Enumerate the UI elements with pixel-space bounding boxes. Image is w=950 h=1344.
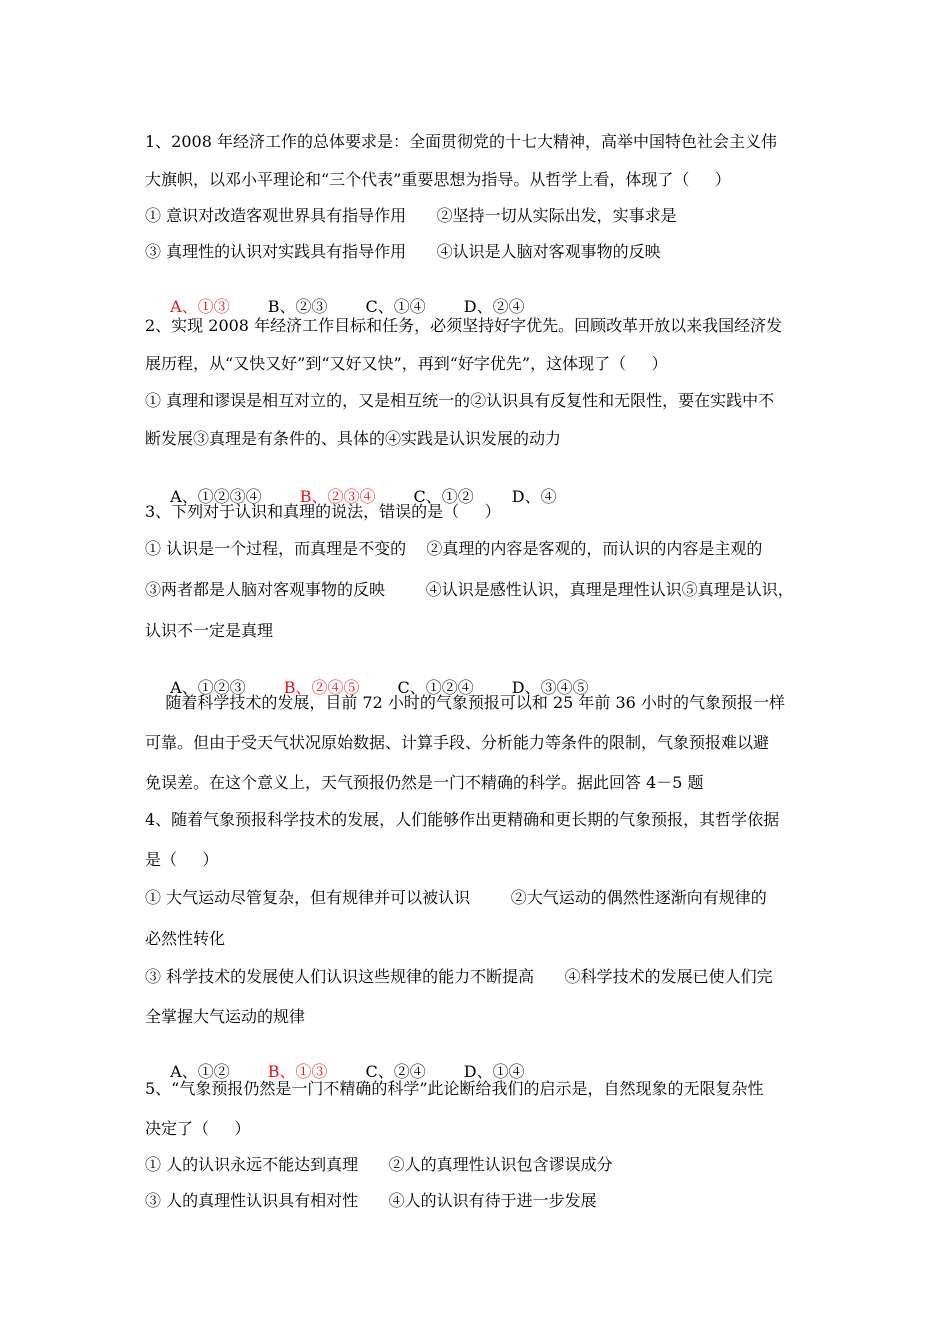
q5-statement-line-1: ① 人的认识永远不能达到真理 ②人的真理性认识包含谬误成分 bbox=[145, 1155, 613, 1174]
q4-statement-line-4: 全掌握大气运动的规律 bbox=[145, 1007, 306, 1026]
q2-choices bbox=[160, 467, 557, 507]
q4-statement-line-1: ① 大气运动尽管复杂，但有规律并可以被认识 ②大气运动的偶然性逐渐向有规律的 bbox=[145, 888, 767, 907]
q2-statement-line-2: 断发展③真理是有条件的、具体的④实践是认识发展的动力 bbox=[145, 429, 562, 448]
q3-statement-line-1: ① 认识是一个过程，而真理是不变的 ②真理的内容是客观的，而认识的内容是主观的 bbox=[145, 539, 763, 558]
q3-choices bbox=[160, 658, 589, 698]
passage-line-2: 可靠。但由于受天气状况原始数据、计算手段、分析能力等条件的限制，气象预报难以避 bbox=[145, 733, 770, 752]
q4-choice-c: C、②④ bbox=[365, 1062, 426, 1081]
q5-stem-line-1: 5、“气象预报仍然是一门不精确的科学”此论断给我们的启示是，自然现象的无限复杂性 bbox=[145, 1079, 764, 1098]
q1-statement-line-2: ③ 真理性的认识对实践具有指导作用 ④认识是人脑对客观事物的反映 bbox=[145, 242, 661, 261]
q4-stem-line-1: 4、随着气象预报科学技术的发展，人们能够作出更精确和更长期的气象预报，其哲学依据 bbox=[145, 810, 780, 829]
q2-choice-b: B、②③④ bbox=[299, 487, 376, 506]
q4-choice-a: A、①② bbox=[170, 1062, 230, 1081]
q4-choices bbox=[160, 1042, 525, 1082]
q4-statement-line-2: 必然性转化 bbox=[145, 929, 226, 948]
q1-choice-d: D、②④ bbox=[463, 297, 525, 316]
q4-stem-line-2: 是（ ） bbox=[145, 850, 219, 869]
q1-stem-line-1: 1、2008 年经济工作的总体要求是：全面贯彻党的十七大精神，高举中国特色社会主义伟 bbox=[145, 132, 777, 151]
q2-choice-c: C、①② bbox=[413, 487, 474, 506]
q4-statement-line-3: ③ 科学技术的发展使人们认识这些规律的能力不断提高 ④科学技术的发展已使人们完 bbox=[145, 967, 773, 986]
q1-choice-c: C、①④ bbox=[365, 297, 426, 316]
q1-stem-line-2: 大旗帜，以邓小平理论和“三个代表”重要思想为指导。从哲学上看，体现了（ ） bbox=[145, 170, 731, 189]
q4-choice-d: D、①④ bbox=[463, 1062, 525, 1081]
q2-stem-line-1: 2、实现 2008 年经济工作目标和任务，必须坚持好字优先。回顾改革开放以来我国经济发 bbox=[145, 316, 783, 335]
passage-line-3: 免误差。在这个意义上，天气预报仍然是一门不精确的科学。据此回答 4－5 题 bbox=[145, 773, 704, 792]
q2-statement-line-1: ① 真理和谬误是相互对立的，又是相互统一的②认识具有反复性和无限性，要在实践中不 bbox=[145, 391, 775, 410]
q2-choice-a: A、①②③④ bbox=[170, 487, 262, 506]
q3-choice-a: A、①②③ bbox=[170, 678, 246, 697]
q3-choice-b: B、②④⑤ bbox=[283, 678, 360, 697]
q3-choice-c: C、①②④ bbox=[397, 678, 474, 697]
q1-choices bbox=[160, 277, 525, 317]
q3-choice-d: D、③④⑤ bbox=[511, 678, 589, 697]
q5-statement-line-2: ③ 人的真理性认识具有相对性 ④人的认识有待于进一步发展 bbox=[145, 1191, 597, 1210]
q5-stem-line-2: 决定了（ ） bbox=[145, 1119, 251, 1138]
q3-statement-line-2: ③两者都是人脑对客观事物的反映 ④认识是感性认识，真理是理性认识⑤真理是认识， bbox=[145, 580, 794, 599]
q2-stem-line-2: 展历程，从“又快又好”到“又好又快”，再到“好字优先”，这体现了（ ） bbox=[145, 354, 668, 373]
q1-choice-b: B、②③ bbox=[267, 297, 328, 316]
q3-statement-line-3: 认识不一定是真理 bbox=[145, 621, 274, 640]
q1-choice-a: A、①③ bbox=[170, 297, 230, 316]
q2-choice-d: D、④ bbox=[511, 487, 557, 506]
q1-statement-line-1: ① 意识对改造客观世界具有指导作用 ②坚持一切从实际出发，实事求是 bbox=[145, 206, 677, 225]
q3-stem: 3、下列对于认识和真理的说法，错误的是（ ） bbox=[145, 502, 501, 521]
q4-choice-b: B、①③ bbox=[267, 1062, 328, 1081]
passage-line-1: 随着科学技术的发展，目前 72 小时的气象预报可以和 25 年前 36 小时的气象预报一样 bbox=[145, 693, 785, 712]
